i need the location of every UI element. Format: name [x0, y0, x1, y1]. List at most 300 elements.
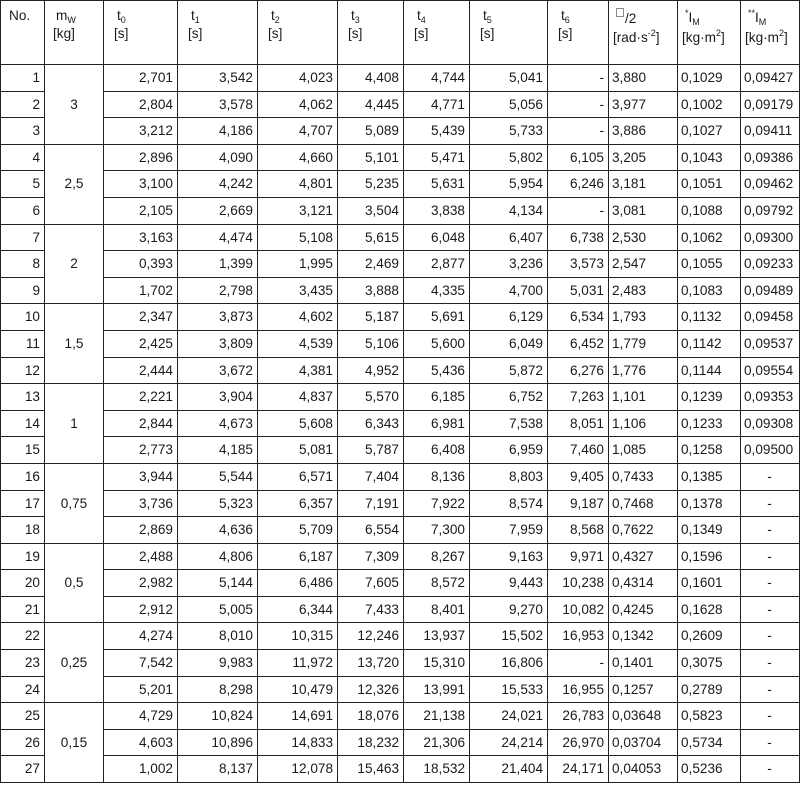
value-cell: 5,872: [470, 357, 548, 384]
value-cell: 2,469: [338, 251, 404, 278]
value-cell: 4,445: [338, 91, 404, 118]
value-cell: 2,896: [104, 144, 178, 171]
header-symbol-text: m: [56, 8, 68, 23]
value-cell: 6,752: [470, 384, 548, 411]
value-cell: 0,03648: [609, 703, 678, 730]
value-cell: 2,483: [609, 277, 678, 304]
value-cell: 8,267: [404, 543, 470, 570]
value-cell: 4,474: [178, 224, 258, 251]
value-cell: 0,1596: [678, 543, 741, 570]
value-cell: 0,1055: [678, 251, 741, 278]
value-cell: 13,991: [404, 676, 470, 703]
value-cell: 10,896: [178, 729, 258, 756]
value-cell: 9,971: [548, 543, 609, 570]
value-cell: 4,602: [258, 304, 338, 331]
value-cell: 0,09233: [741, 251, 800, 278]
header-unit-close: ]: [784, 29, 788, 45]
value-cell: 9,405: [548, 463, 609, 490]
header-subscript: 6: [564, 15, 570, 25]
value-cell: 6,344: [258, 596, 338, 623]
value-cell: 4,274: [104, 623, 178, 650]
value-cell: 12,246: [338, 623, 404, 650]
column-header-t3: [338, 1, 404, 65]
value-cell: 0,1342: [609, 623, 678, 650]
row-number-cell: 1: [1, 65, 45, 92]
value-cell: 4,729: [104, 703, 178, 730]
value-cell: 0,1002: [678, 91, 741, 118]
value-cell: 5,056: [470, 91, 548, 118]
value-cell: -: [741, 463, 800, 490]
value-cell: 6,129: [470, 304, 548, 331]
header-subscript: 0: [120, 15, 126, 25]
value-cell: -: [548, 118, 609, 145]
value-cell: 6,534: [548, 304, 609, 331]
value-cell: 5,081: [258, 437, 338, 464]
value-cell: 14,833: [258, 729, 338, 756]
row-number-cell: 25: [1, 703, 45, 730]
value-cell: 4,185: [178, 437, 258, 464]
value-cell: 0,2609: [678, 623, 741, 650]
value-cell: 8,010: [178, 623, 258, 650]
header-subscript: 5: [486, 15, 492, 25]
value-cell: 13,720: [338, 650, 404, 677]
value-cell: 0,1062: [678, 224, 741, 251]
value-cell: 0,1401: [609, 650, 678, 677]
table-body: [1, 65, 800, 783]
value-cell: 6,486: [258, 570, 338, 597]
value-cell: 3,081: [609, 197, 678, 224]
value-cell: 10,824: [178, 703, 258, 730]
value-cell: 0,5236: [678, 756, 741, 783]
value-cell: 6,554: [338, 517, 404, 544]
value-cell: 10,315: [258, 623, 338, 650]
value-cell: 8,051: [548, 410, 609, 437]
value-cell: 1,101: [609, 384, 678, 411]
value-cell: 0,7433: [609, 463, 678, 490]
value-cell: 2,773: [104, 437, 178, 464]
mass-cell: 2,5: [45, 144, 104, 224]
value-cell: 4,837: [258, 384, 338, 411]
column-header-t0: [104, 1, 178, 65]
value-cell: 1,779: [609, 330, 678, 357]
value-cell: 4,023: [258, 65, 338, 92]
header-prefix: **: [748, 8, 756, 18]
value-cell: 6,246: [548, 171, 609, 198]
value-cell: 7,959: [470, 517, 548, 544]
value-cell: 18,232: [338, 729, 404, 756]
value-cell: 5,615: [338, 224, 404, 251]
header-symbol: [745, 8, 795, 28]
header-symbol-text: t: [417, 8, 421, 23]
header-subscript: 3: [354, 15, 360, 25]
value-cell: 8,298: [178, 676, 258, 703]
value-cell: 0,1257: [609, 676, 678, 703]
value-cell: 12,326: [338, 676, 404, 703]
missing-glyph-icon: [616, 8, 624, 17]
value-cell: 5,600: [404, 330, 470, 357]
value-cell: 2,105: [104, 197, 178, 224]
table-row: [1, 623, 800, 650]
value-cell: 0,1142: [678, 330, 741, 357]
value-cell: 0,1088: [678, 197, 741, 224]
header-symbol: [114, 8, 173, 26]
row-number-cell: 4: [1, 144, 45, 171]
value-cell: 3,100: [104, 171, 178, 198]
value-cell: 7,605: [338, 570, 404, 597]
value-cell: 0,1601: [678, 570, 741, 597]
mass-cell: 0,5: [45, 543, 104, 623]
value-cell: 8,574: [470, 490, 548, 517]
table-row: [1, 384, 800, 411]
value-cell: 7,433: [338, 596, 404, 623]
value-cell: 3,873: [178, 304, 258, 331]
header-symbol-text: I: [688, 10, 693, 25]
value-cell: 5,101: [338, 144, 404, 171]
value-cell: 4,134: [470, 197, 548, 224]
row-number-cell: 13: [1, 384, 45, 411]
value-cell: 7,404: [338, 463, 404, 490]
table-row: [1, 703, 800, 730]
header-subscript: 4: [420, 15, 426, 25]
table-row: [1, 437, 800, 464]
value-cell: 0,7468: [609, 490, 678, 517]
value-cell: 4,062: [258, 91, 338, 118]
value-cell: 1,085: [609, 437, 678, 464]
value-cell: 9,270: [470, 596, 548, 623]
value-cell: 8,568: [548, 517, 609, 544]
row-number-cell: 26: [1, 729, 45, 756]
header-unit: [414, 26, 465, 43]
value-cell: 7,300: [404, 517, 470, 544]
value-cell: 3,809: [178, 330, 258, 357]
row-number-cell: 12: [1, 357, 45, 384]
value-cell: 0,09427: [741, 65, 800, 92]
value-cell: 8,136: [404, 463, 470, 490]
row-number-cell: 27: [1, 756, 45, 783]
value-cell: 10,479: [258, 676, 338, 703]
value-cell: -: [741, 756, 800, 783]
value-cell: 4,603: [104, 729, 178, 756]
table-row: [1, 463, 800, 490]
header-unit-text: [s]: [348, 25, 363, 41]
value-cell: 1,776: [609, 357, 678, 384]
value-cell: 5,187: [338, 304, 404, 331]
value-cell: 1,995: [258, 251, 338, 278]
value-cell: -: [741, 676, 800, 703]
value-cell: -: [548, 650, 609, 677]
mass-cell: 1: [45, 384, 104, 464]
value-cell: 0,1132: [678, 304, 741, 331]
value-cell: 5,436: [404, 357, 470, 384]
header-unit: [53, 26, 99, 43]
column-header-t5: [470, 1, 548, 65]
value-cell: 5,439: [404, 118, 470, 145]
header-subscript: W: [67, 15, 76, 25]
value-cell: 0,4327: [609, 543, 678, 570]
value-cell: 6,185: [404, 384, 470, 411]
header-symbol-text: t: [483, 8, 487, 23]
value-cell: 24,021: [470, 703, 548, 730]
value-cell: 1,399: [178, 251, 258, 278]
value-cell: 0,09308: [741, 410, 800, 437]
header-symbol-text: t: [191, 8, 195, 23]
table-row: [1, 144, 800, 171]
value-cell: 2,488: [104, 543, 178, 570]
value-cell: 5,954: [470, 171, 548, 198]
value-cell: 5,005: [178, 596, 258, 623]
value-cell: 6,959: [470, 437, 548, 464]
value-cell: 0,3075: [678, 650, 741, 677]
value-cell: 24,214: [470, 729, 548, 756]
value-cell: -: [548, 65, 609, 92]
value-cell: 0,09792: [741, 197, 800, 224]
table-row: [1, 570, 800, 597]
header-symbol-text: t: [271, 8, 275, 23]
value-cell: 4,744: [404, 65, 470, 92]
mass-cell: 0,15: [45, 703, 104, 783]
column-header-moment-inertia-1: [678, 1, 741, 65]
value-cell: 2,701: [104, 65, 178, 92]
value-cell: 3,672: [178, 357, 258, 384]
value-cell: 10,082: [548, 596, 609, 623]
column-header-angular-accel: [609, 1, 678, 65]
value-cell: 15,533: [470, 676, 548, 703]
value-cell: 18,532: [404, 756, 470, 783]
mass-cell: 0,75: [45, 463, 104, 543]
value-cell: 3,578: [178, 91, 258, 118]
value-cell: 2,804: [104, 91, 178, 118]
row-number-cell: 9: [1, 277, 45, 304]
row-number-cell: 2: [1, 91, 45, 118]
value-cell: 5,691: [404, 304, 470, 331]
value-cell: 2,347: [104, 304, 178, 331]
value-cell: 16,953: [548, 623, 609, 650]
table-row: [1, 490, 800, 517]
value-cell: 2,982: [104, 570, 178, 597]
table-row: [1, 65, 800, 92]
table-row: [1, 729, 800, 756]
value-cell: 2,444: [104, 357, 178, 384]
header-symbol: [414, 8, 465, 26]
value-cell: 0,1051: [678, 171, 741, 198]
value-cell: 6,981: [404, 410, 470, 437]
value-cell: 2,844: [104, 410, 178, 437]
value-cell: 0,09489: [741, 277, 800, 304]
row-number-cell: 10: [1, 304, 45, 331]
header-symbol-text: t: [561, 8, 565, 23]
value-cell: 15,463: [338, 756, 404, 783]
row-number-cell: 3: [1, 118, 45, 145]
value-cell: 5,544: [178, 463, 258, 490]
value-cell: 2,547: [609, 251, 678, 278]
value-cell: 6,105: [548, 144, 609, 171]
header-subscript: 1: [194, 15, 200, 25]
value-cell: 6,571: [258, 463, 338, 490]
value-cell: 4,539: [258, 330, 338, 357]
value-cell: 1,106: [609, 410, 678, 437]
value-cell: 11,972: [258, 650, 338, 677]
value-cell: 6,187: [258, 543, 338, 570]
column-header-moment-inertia-2: [741, 1, 800, 65]
value-cell: 0,1083: [678, 277, 741, 304]
value-cell: 3,838: [404, 197, 470, 224]
value-cell: 16,955: [548, 676, 609, 703]
table-row: [1, 676, 800, 703]
value-cell: 0,09537: [741, 330, 800, 357]
value-cell: 15,310: [404, 650, 470, 677]
value-cell: 0,1144: [678, 357, 741, 384]
table-row: [1, 304, 800, 331]
value-cell: 0,03704: [609, 729, 678, 756]
value-cell: 4,335: [404, 277, 470, 304]
header-unit: [558, 26, 604, 43]
row-number-cell: 24: [1, 676, 45, 703]
value-cell: 0,09500: [741, 437, 800, 464]
mass-cell: 1,5: [45, 304, 104, 384]
value-cell: 7,309: [338, 543, 404, 570]
header-unit-text: [s]: [414, 25, 429, 41]
value-cell: 8,572: [404, 570, 470, 597]
value-cell: 12,078: [258, 756, 338, 783]
header-unit-text: [s]: [268, 25, 283, 41]
header-symbol: [613, 8, 673, 28]
header-unit-exponent: 2: [778, 27, 784, 38]
header-unit: [114, 26, 173, 43]
value-cell: 3,886: [609, 118, 678, 145]
value-cell: 5,608: [258, 410, 338, 437]
row-number-cell: 22: [1, 623, 45, 650]
value-cell: 2,530: [609, 224, 678, 251]
value-cell: 5,787: [338, 437, 404, 464]
value-cell: 5,201: [104, 676, 178, 703]
value-cell: 0,09300: [741, 224, 800, 251]
value-cell: 0,4245: [609, 596, 678, 623]
header-unit-exponent: -2: [647, 27, 656, 38]
value-cell: -: [741, 703, 800, 730]
value-cell: 0,09462: [741, 171, 800, 198]
value-cell: 2,877: [404, 251, 470, 278]
header-symbol: [682, 8, 736, 28]
value-cell: 9,443: [470, 570, 548, 597]
value-cell: 5,323: [178, 490, 258, 517]
row-number-cell: 7: [1, 224, 45, 251]
value-cell: 18,076: [338, 703, 404, 730]
value-cell: 5,041: [470, 65, 548, 92]
header-unit-text: [s]: [480, 25, 495, 41]
column-header-t1: [178, 1, 258, 65]
header-unit-close: ]: [655, 29, 660, 45]
value-cell: 6,048: [404, 224, 470, 251]
value-cell: 3,736: [104, 490, 178, 517]
value-cell: 0,09353: [741, 384, 800, 411]
value-cell: 1,002: [104, 756, 178, 783]
header-unit-text: [kg·m: [745, 29, 779, 45]
value-cell: 4,408: [338, 65, 404, 92]
row-number-cell: 17: [1, 490, 45, 517]
row-number-cell: 8: [1, 251, 45, 278]
value-cell: -: [741, 543, 800, 570]
value-cell: 4,636: [178, 517, 258, 544]
value-cell: 26,970: [548, 729, 609, 756]
value-cell: 3,121: [258, 197, 338, 224]
header-unit: [682, 28, 736, 47]
table-row: [1, 197, 800, 224]
table-row: [1, 650, 800, 677]
header-subscript: M: [758, 17, 767, 27]
value-cell: 0,1378: [678, 490, 741, 517]
table-row: [1, 756, 800, 783]
header-subscript: M: [692, 17, 700, 27]
value-cell: 5,709: [258, 517, 338, 544]
value-cell: 7,460: [548, 437, 609, 464]
value-cell: 3,542: [178, 65, 258, 92]
value-cell: 0,1239: [678, 384, 741, 411]
value-cell: 5,144: [178, 570, 258, 597]
value-cell: 0,09458: [741, 304, 800, 331]
value-cell: 6,049: [470, 330, 548, 357]
value-cell: 2,425: [104, 330, 178, 357]
value-cell: 8,803: [470, 463, 548, 490]
column-header-t2: [258, 1, 338, 65]
header-unit: [348, 26, 399, 43]
value-cell: 0,1233: [678, 410, 741, 437]
header-unit-text: [s]: [188, 25, 203, 41]
header-symbol: [480, 8, 543, 26]
value-cell: 26,783: [548, 703, 609, 730]
row-number-cell: 6: [1, 197, 45, 224]
value-cell: 0,09411: [741, 118, 800, 145]
row-number-cell: 21: [1, 596, 45, 623]
header-symbol-text: No.: [9, 8, 31, 23]
value-cell: 5,108: [258, 224, 338, 251]
row-number-cell: 15: [1, 437, 45, 464]
header-unit-text: [s]: [558, 25, 573, 41]
value-cell: 3,880: [609, 65, 678, 92]
value-cell: 9,983: [178, 650, 258, 677]
value-cell: 0,4314: [609, 570, 678, 597]
value-cell: 24,171: [548, 756, 609, 783]
value-cell: 2,669: [178, 197, 258, 224]
header-unit-text: [kg·m: [682, 29, 716, 45]
value-cell: -: [548, 91, 609, 118]
column-header-mw: [45, 1, 104, 65]
mass-cell: 3: [45, 65, 104, 145]
value-cell: 5,031: [548, 277, 609, 304]
header-row: [1, 1, 800, 65]
value-cell: 8,137: [178, 756, 258, 783]
value-cell: 0,1385: [678, 463, 741, 490]
header-unit-text: [s]: [114, 25, 129, 41]
table-row: [1, 596, 800, 623]
value-cell: 7,538: [470, 410, 548, 437]
value-cell: 0,5734: [678, 729, 741, 756]
table-row: [1, 171, 800, 198]
header-symbol-text: /2: [625, 11, 637, 26]
value-cell: 4,381: [258, 357, 338, 384]
value-cell: 4,806: [178, 543, 258, 570]
header-unit: [188, 26, 253, 43]
value-cell: 3,212: [104, 118, 178, 145]
header-symbol: [188, 8, 253, 26]
value-cell: 4,186: [178, 118, 258, 145]
column-header-t4: [404, 1, 470, 65]
value-cell: 0,1029: [678, 65, 741, 92]
header-symbol-text: I: [755, 10, 759, 25]
value-cell: 5,235: [338, 171, 404, 198]
table-row: [1, 118, 800, 145]
value-cell: 4,700: [470, 277, 548, 304]
value-cell: 16,806: [470, 650, 548, 677]
